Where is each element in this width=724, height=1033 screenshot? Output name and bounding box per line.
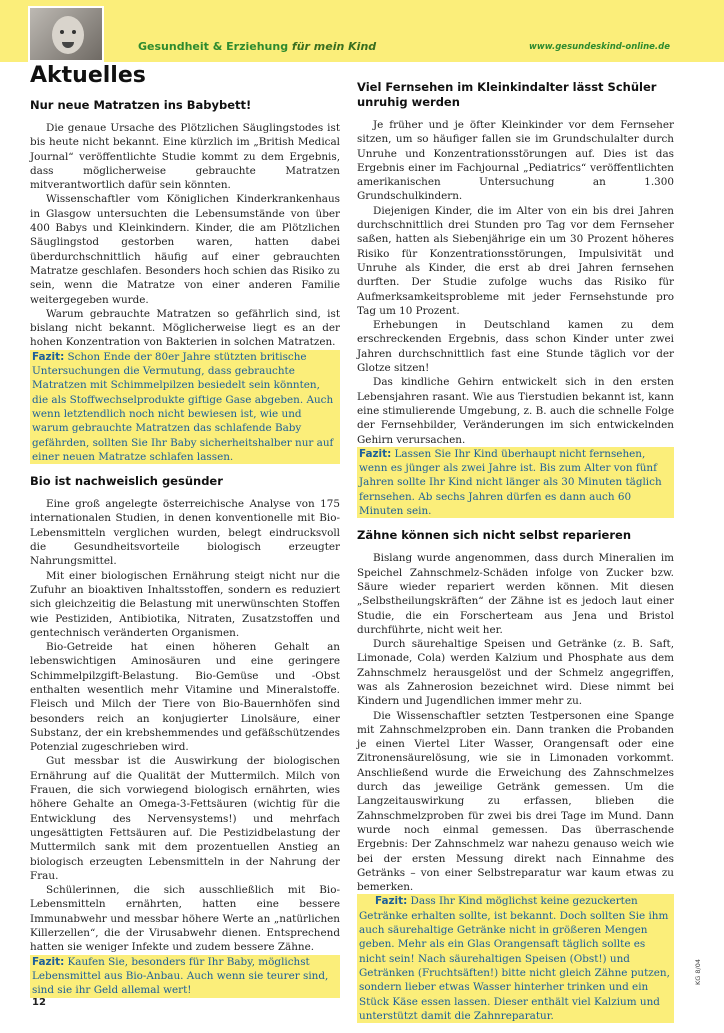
baby-photo <box>28 6 104 62</box>
article-heading: Nur neue Matratzen ins Babybett! <box>30 98 252 112</box>
article-paragraph: Erhebungen in Deutschland kamen zu dem erschreckenden Ergebnis, dass schon Kinder unter zwei Jahren durchschnittlich fast eine Stunde täglich vor der Glotze sitzen! <box>357 319 674 375</box>
article-paragraph: Gut messbar ist die Auswirkung der biologischen Ernährung auf die Qualität der Muttermilch. Milch von Frauen, die sich vorwiegend biologisch ernährten, wies höhere Gehalte an Omega-3-Fettsäuren (wichtig für die Entwicklung des Nervensystems!) und mehrfach ungesättigten Fettsäuren auf. Die Pestizidbelastung der Muttermilch sank mit dem prozentuellen Anstieg an biologisch erzeugten Lebensmitteln in der Nahrung der Frau. <box>30 755 340 882</box>
magazine-title-part1: Gesundheit & Erziehung <box>138 40 292 53</box>
fazit-label: Fazit: <box>359 447 392 460</box>
article-paragraph: Die Wissenschaftler setzten Testpersonen eine Spange mit Zahnschmelzproben ein. Dann tranken die Probanden je einen Viertel Liter Wasser, Orangensaft oder eine Zitronensäurelösung, wie sie in Limonaden vorkommt. Anschließend wurde die Erweichung des Zahnschmelzes durch das jeweilige Getränk gemessen. Um die Langzeitauswirkung zu erfassen, blieben die Zahnschmelzproben für zwei bis drei Tage im Mund. Dann wurde noch einmal gemessen. Das überraschende Ergebnis: Der Zahnschmelz war nahezu genauso weich wie bei der ersten Messung direkt nach Einnahme des Getränks – von einer Selbstreparatur war kaum etwas zu bemerken. <box>357 709 674 894</box>
left-column <box>30 98 340 1008</box>
article-paragraph: Je früher und je öfter Kleinkinder vor dem Fernseher sitzen, um so häufiger fallen sie im Grundschulalter durch Unruhe und Konzentrationsstörungen auf. Dies ist das Ergebnis einer im Fachjournal „Pediatrics“ veröffentlichten amerikanischen Untersuchung an 1.300 Grundschulkindern. <box>357 119 674 203</box>
fazit-text: Dass Ihr Kind möglichst keine gezuckerten Getränke erhalten sollte, ist bekannt. Doch sollten Sie ihm auch säurehaltige Getränke nicht in größeren Mengen geben. Mehr als ein Glas Orangensaft täglich sollte es nicht sein! Nach säurehaltigen Speisen (Obst!) und Getränken (Fruchtsäften!) bitte nicht gleich Zähne putzen, sondern lieber etwas Wasser hinterher trinken und ein Stück Käse essen lassen. Dieser enthält viel Kalzium und unterstützt damit die Zahnreparatur. <box>359 895 670 1022</box>
header-bar <box>0 0 724 62</box>
article-heading: Viel Fernsehen im Kleinkindalter lässt Schüler unruhig werden <box>357 80 657 109</box>
article-paragraph: Schülerinnen, die sich ausschließlich mit Bio-Lebensmitteln ernährten, hatten eine bessere Immunabwehr und messbar höhere Werte an „natürlichen Killerzellen“, die der Virusabwehr dienen. Entsprechend hatten sie weniger Infekte und zudem bessere Zähne. <box>30 884 340 954</box>
fazit-label: Fazit: <box>375 895 408 908</box>
fazit-label: Fazit: <box>32 955 65 968</box>
article-heading: Bio ist nachweislich gesünder <box>30 474 223 489</box>
fazit-box <box>30 955 340 998</box>
issue-code: KG 8/04 <box>694 959 702 985</box>
magazine-title <box>138 40 376 53</box>
article-paragraph: Wissenschaftler vom Königlichen Kinderkrankenhaus in Glasgow untersuchten die Lebensumstände von über 400 Babys und Kleinkindern. Kinder, die am Plötzlichen Säuglingstod gestorben waren, hatten dabei überdurchschnittlich häufig auf einer gebrauchten Matratze geschlafen. Besonders hoch schien das Risiko zu sein, wenn die Matratze von einer anderen Familie weitergegeben wurde. <box>30 193 340 306</box>
article-paragraph: Eine groß angelegte österreichische Analyse von 175 internationalen Studien, in denen konventionelle mit Bio-Lebensmitteln verglichen wurden, belegt eindrucksvoll die Gesundheitsvorteile biologisch erzeugter Nahrungsmittel. <box>30 498 340 568</box>
fazit-text: Schon Ende der 80er Jahre stützten britische Untersuchungen die Vermutung, dass gebrauchte Matratzen mit Schimmelpilzen besiedelt sein könnten, die als Stoffwechselprodukte giftige Gase abgeben. Auch wenn letztendlich noch nicht bewiesen ist, wie und warum gebrauchte Matratzen das schlafende Baby gefährden, sollten Sie Ihr Baby sicherheitshalber nur auf einer neuen Matratze schlafen lassen. <box>32 350 334 463</box>
baby-eye-right <box>72 30 76 34</box>
article-paragraph: Die genaue Ursache des Plötzlichen Säuglingstodes ist bis heute nicht bekannt. Eine kürzlich im „British Medical Journal“ veröffentlichte Studie kommt zu dem Ergebnis, dass möglicherweise gebrauchte Matratzen mitverantwortlich dafür sein könnten. <box>30 122 340 192</box>
article-paragraph: Mit einer biologischen Ernährung steigt nicht nur die Zufuhr an bioaktiven Inhaltsstoffen, sondern es reduziert sich gleichzeitig die Belastung mit unerwünschten Stoffen wie Pestiziden, Antibiotika, Nitraten, Zusatzstoffen und gentechnisch veränderten Organismen. <box>30 569 340 639</box>
article-paragraph: Diejenigen Kinder, die im Alter von ein bis drei Jahren durchschnittlich drei Stunden pro Tag vor dem Fernseher saßen, hatten als Siebenjährige ein um 30 Prozent höheres Risiko für Konzentrationsstörungen, Impulsivität und Unruhe als Kinder, die erst ab drei Jahren fernsehen durften. Der Studie zufolge wuchs das Risiko für Aufmerksamkeitsprobleme mit jeder Fernsehstunde pro Tag um 10 Prozent. <box>357 204 674 317</box>
fazit-text: Kaufen Sie, besonders für Ihr Baby, möglichst Lebensmittel aus Bio-Anbau. Auch wenn sie teurer sind, sind sie ihr Geld allemal wert! <box>32 955 329 997</box>
page-number: 12 <box>32 997 46 1008</box>
fazit-label: Fazit: <box>32 350 65 363</box>
article-paragraph: Das kindliche Gehirn entwickelt sich in den ersten Lebensjahren rasant. Wie aus Tierstudien bekannt ist, kann eine stimulierende Umgebung, z. B. auch die schnelle Folge der Fernsehbilder, Veränderungen im sich entwickelnden Gehirn verursachen. <box>357 376 674 446</box>
fazit-text: Lassen Sie Ihr Kind überhaupt nicht fernsehen, wenn es jünger als zwei Jahre ist. Bis zum Alter von fünf Jahren sollte Ihr Kind nicht länger als 30 Minuten täglich fernsehen. Ab sechs Jahren dürfen es dann auch 60 Minuten sein. <box>359 447 662 518</box>
magazine-url[interactable]: www.gesundeskind-online.de <box>528 42 670 52</box>
article-paragraph: Bislang wurde angenommen, dass durch Mineralien im Speichel Zahnschmelz-Schäden infolge von Zucker bzw. Säure wieder repariert werden können. Mit diesen „Selbstheilungskräften“ der Zähne ist es jedoch laut einer Studie, die ein Forscherteam aus Jena und Bristol durchführte, nicht weit her. <box>357 552 674 636</box>
right-column <box>357 80 674 1033</box>
article-paragraph: Bio-Getreide hat einen höheren Gehalt an lebenswichtigen Aminosäuren und eine geringere Schimmelpilzgift-Belastung. Bio-Gemüse und -Obst enthalten wesentlich mehr Vitamine und Mineralstoffe. Fleisch und Milch der Tiere von Bio-Bauernhöfen sind besonders reich an konjugierter Linolsäure, einer Substanz, der ein krebshemmendes und gefäßschützendes Potenzial zugeschrieben wird. <box>30 641 340 754</box>
fazit-box <box>357 447 674 518</box>
article-zaehne <box>357 528 674 1023</box>
article-paragraph: Durch säurehaltige Speisen und Getränke (z. B. Saft, Limonade, Cola) werden Kalzium und Phosphate aus dem Zahnschmelz herausgelöst und der Schmelz angegriffen, was als Zahnerosion bezeichnet wird. Diese nimmt bei Kindern und Jugendlichen immer mehr zu. <box>357 638 674 708</box>
fazit-box <box>357 894 674 1023</box>
article-fernsehen <box>357 80 674 518</box>
article-bio <box>30 474 340 997</box>
article-paragraph: Warum gebrauchte Matratzen so gefährlich sind, ist bislang nicht bekannt. Möglicherweise liegt es an der hohen Konzentration von Bakterien in solchen Matratzen. <box>30 307 340 349</box>
page-title: Aktuelles <box>30 63 146 88</box>
baby-face-shape <box>52 16 84 54</box>
baby-eye-left <box>60 30 64 34</box>
article-heading: Zähne können sich nicht selbst reparieren <box>357 528 632 543</box>
article-matratzen <box>30 98 340 464</box>
fazit-box <box>30 350 340 464</box>
magazine-title-part2: für mein Kind <box>291 40 377 53</box>
